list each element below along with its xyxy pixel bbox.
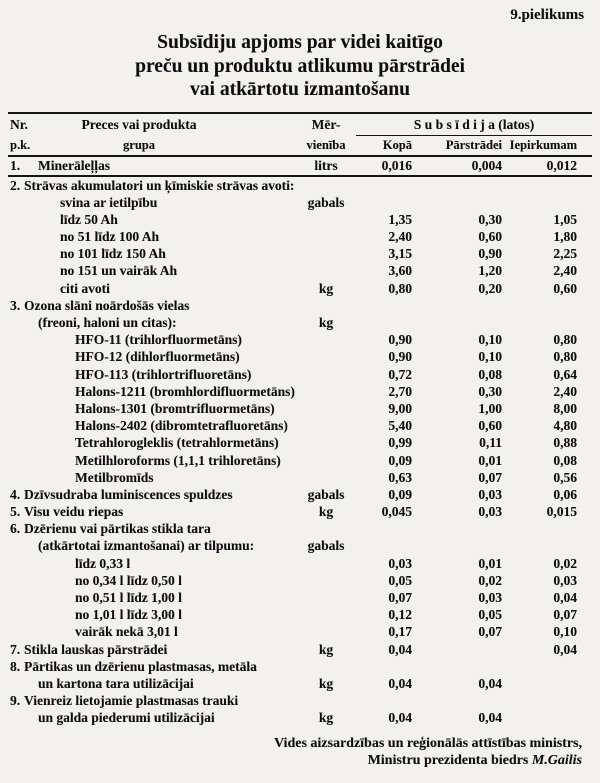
value-kopa: 0,63 xyxy=(388,469,412,485)
value-kopa: 0,04 xyxy=(388,641,412,657)
unit xyxy=(296,606,356,623)
value-kopa: 3,60 xyxy=(388,263,412,279)
unit xyxy=(296,245,356,262)
product-name: Dzīvsudraba luminiscences spuldzes xyxy=(24,486,233,502)
row-number xyxy=(8,400,24,417)
value-parstradei: 0,60 xyxy=(478,418,502,434)
unit xyxy=(296,228,356,245)
footer-line-1: Vides aizsardzības un reģionālās attīstības ministrs, xyxy=(273,735,582,751)
unit xyxy=(296,297,356,314)
value-parstradei: 0,04 xyxy=(478,675,502,691)
product-name: HFO-113 (trihlortrifluoretāns) xyxy=(75,366,252,382)
value-kopa: 2,40 xyxy=(388,229,412,245)
product-name: (atkārtotai izmantošanai) ar tilpumu: xyxy=(38,538,255,554)
value-kopa xyxy=(356,194,412,211)
product-name: Vienreiz lietojamie plastmasas trauki xyxy=(24,693,239,709)
value-iepirkumam xyxy=(502,692,592,709)
product-name: Metilhloroforms (1,1,1 trihloretāns) xyxy=(75,452,281,468)
value-parstradei: 0,03 xyxy=(478,486,502,502)
value-kopa xyxy=(356,692,412,709)
value-parstradei: 0,10 xyxy=(478,332,502,348)
value-iepirkumam: 0,02 xyxy=(553,555,577,571)
value-kopa: 0,07 xyxy=(388,590,412,605)
value-iepirkumam xyxy=(502,297,592,314)
value-kopa: 0,90 xyxy=(388,332,412,348)
value-parstradei: 1,00 xyxy=(478,400,502,416)
product-name: no 0,34 l līdz 0,50 l xyxy=(75,572,182,588)
product-name: un kartona tara utilizācijai xyxy=(38,675,194,691)
value-kopa: 0,03 xyxy=(388,555,412,571)
table-header-row-1 xyxy=(8,114,592,136)
row-number: 7. xyxy=(10,641,21,657)
table-row xyxy=(8,194,592,211)
unit: kg xyxy=(318,315,334,330)
value-parstradei: 0,20 xyxy=(478,280,502,296)
product-name: no 51 līdz 100 Ah xyxy=(60,229,160,245)
value-parstradei: 0,004 xyxy=(471,157,502,173)
row-number xyxy=(8,211,24,228)
product-name: no 151 un vairāk Ah xyxy=(60,263,178,279)
table-row xyxy=(8,520,592,537)
value-iepirkumam xyxy=(502,520,592,537)
value-kopa xyxy=(356,537,412,554)
table-row xyxy=(8,486,592,503)
value-iepirkumam xyxy=(502,537,592,554)
product-name: no 101 līdz 150 Ah xyxy=(60,246,166,262)
value-kopa xyxy=(356,314,412,331)
product-name: Pārtikas un dzērienu plastmasas, metāla xyxy=(24,658,257,674)
value-iepirkumam: 0,06 xyxy=(553,486,577,502)
row-number: 5. xyxy=(10,504,21,520)
table-row xyxy=(8,434,592,451)
unit xyxy=(296,555,356,572)
product-name: Halons-1211 (bromhlordifluormetāns) xyxy=(75,383,295,399)
value-parstradei xyxy=(412,537,502,554)
value-kopa xyxy=(356,297,412,314)
product-name: un galda piederumi utilizācijai xyxy=(38,710,215,726)
unit: gabals xyxy=(307,538,345,554)
product-name: līdz 0,33 l xyxy=(75,555,131,571)
row-number xyxy=(8,262,24,279)
unit xyxy=(296,623,356,640)
unit xyxy=(296,452,356,469)
table-row xyxy=(8,297,592,314)
value-parstradei xyxy=(412,520,502,537)
product-name: Metilbromīds xyxy=(75,469,154,485)
value-kopa: 0,04 xyxy=(388,710,412,726)
table-row xyxy=(8,314,592,331)
value-kopa xyxy=(356,520,412,537)
row-number: 1. xyxy=(10,157,21,173)
table-row xyxy=(8,469,592,486)
value-iepirkumam: 1,05 xyxy=(553,211,577,227)
table-row xyxy=(8,623,592,640)
table-row xyxy=(8,537,592,554)
document-title xyxy=(8,31,592,102)
unit: gabals xyxy=(307,194,345,210)
value-iepirkumam xyxy=(502,675,592,692)
value-parstradei: 0,90 xyxy=(478,246,502,262)
product-name: Halons-2402 (dibromtetrafluoretāns) xyxy=(75,418,288,434)
table-row xyxy=(8,709,592,726)
row-number: 2. xyxy=(10,177,21,193)
value-parstradei: 1,20 xyxy=(478,263,502,279)
unit: kg xyxy=(318,710,334,726)
value-iepirkumam: 2,25 xyxy=(553,246,577,262)
value-kopa: 3,15 xyxy=(388,246,412,262)
header-product-group: Preces vai produkta xyxy=(81,116,197,132)
unit xyxy=(296,400,356,417)
product-name: Tetrahlorogleklis (tetrahlormetāns) xyxy=(75,435,279,451)
product-name: no 0,51 l līdz 1,00 l xyxy=(75,590,182,605)
signature-block xyxy=(8,735,592,770)
product-name: citi avoti xyxy=(60,280,110,296)
value-parstradei: 0,60 xyxy=(478,229,502,245)
product-name: Stikla lauskas pārstrādei xyxy=(24,641,168,657)
row-number xyxy=(8,555,24,572)
value-iepirkumam: 0,07 xyxy=(553,607,577,623)
value-kopa: 0,04 xyxy=(388,675,412,691)
value-iepirkumam: 0,015 xyxy=(546,504,577,520)
annex-label: 9.pielikums xyxy=(510,7,584,23)
value-iepirkumam: 0,88 xyxy=(553,435,577,451)
table-row xyxy=(8,417,592,434)
product-name: Ozona slāni noārdošās vielas xyxy=(24,297,190,313)
row-number xyxy=(8,623,24,640)
value-iepirkumam xyxy=(502,177,592,194)
table-row xyxy=(8,211,592,228)
row-number xyxy=(8,228,24,245)
value-iepirkumam: 4,80 xyxy=(553,418,577,434)
header-col-parstradei: Pārstrādei xyxy=(445,137,502,152)
table-row xyxy=(8,245,592,262)
table-row xyxy=(8,177,592,194)
value-iepirkumam: 0,80 xyxy=(553,349,577,365)
product-name: svina ar ietilpību xyxy=(60,194,158,210)
unit xyxy=(296,434,356,451)
row-number: 3. xyxy=(10,297,21,313)
value-kopa: 0,99 xyxy=(388,435,412,451)
product-name: Dzērienu vai pārtikas stikla tara xyxy=(24,521,211,537)
product-name: HFO-11 (trihlorfluormetāns) xyxy=(75,332,242,348)
unit xyxy=(296,469,356,486)
value-iepirkumam: 0,56 xyxy=(553,469,577,485)
value-iepirkumam: 0,10 xyxy=(553,624,577,640)
value-iepirkumam xyxy=(502,709,592,726)
value-kopa: 0,09 xyxy=(388,452,412,468)
row-number xyxy=(8,280,24,297)
value-kopa: 5,40 xyxy=(388,418,412,434)
table-body xyxy=(8,157,592,727)
header-pk: p.k. xyxy=(10,137,31,152)
value-iepirkumam xyxy=(502,194,592,211)
row-number: 9. xyxy=(10,693,21,709)
table-row xyxy=(8,641,592,658)
row-number xyxy=(8,675,24,692)
value-parstradei: 0,30 xyxy=(478,211,502,227)
value-iepirkumam: 0,04 xyxy=(553,590,577,605)
row-number xyxy=(8,434,24,451)
footer-line-2-text: Ministru prezidenta biedrs xyxy=(367,753,532,768)
unit xyxy=(296,572,356,589)
value-parstradei: 0,04 xyxy=(478,710,502,726)
row-number xyxy=(8,452,24,469)
row-number xyxy=(8,194,24,211)
table-header-row-2 xyxy=(8,136,592,155)
table-row xyxy=(8,572,592,589)
unit xyxy=(296,262,356,279)
value-parstradei: 0,08 xyxy=(478,366,502,382)
unit xyxy=(296,348,356,365)
value-kopa xyxy=(356,177,412,194)
row-number xyxy=(8,383,24,400)
value-parstradei: 0,07 xyxy=(478,469,502,485)
value-iepirkumam: 0,80 xyxy=(553,332,577,348)
table-row xyxy=(8,383,592,400)
row-number: 8. xyxy=(10,658,21,674)
value-iepirkumam: 2,40 xyxy=(553,383,577,399)
value-kopa: 9,00 xyxy=(388,400,412,416)
value-kopa: 0,016 xyxy=(381,157,412,173)
table-row xyxy=(8,675,592,692)
value-kopa: 0,90 xyxy=(388,349,412,365)
value-kopa: 1,35 xyxy=(388,211,412,227)
value-iepirkumam xyxy=(502,658,592,675)
product-name: Strāvas akumulatori un ķīmiskie strāvas avoti: xyxy=(24,177,295,193)
row-number xyxy=(8,589,24,606)
unit xyxy=(296,211,356,228)
row-number xyxy=(8,314,24,331)
signer-name: M.Gailis xyxy=(531,753,582,768)
title-line-2: preču un produktu atlikumu pārstrādei xyxy=(135,55,465,77)
row-number xyxy=(8,709,24,726)
value-iepirkumam: 0,64 xyxy=(553,366,577,382)
row-number xyxy=(8,606,24,623)
value-iepirkumam: 0,04 xyxy=(553,641,577,657)
value-parstradei: 0,11 xyxy=(479,435,502,451)
value-kopa: 0,12 xyxy=(388,607,412,623)
unit: gabals xyxy=(307,486,345,502)
value-parstradei: 0,10 xyxy=(478,349,502,365)
value-iepirkumam: 1,80 xyxy=(553,229,577,245)
header-unit: Mēr- xyxy=(311,116,341,132)
value-parstradei xyxy=(412,194,502,211)
unit: kg xyxy=(318,280,334,296)
table-row xyxy=(8,658,592,675)
row-number: 4. xyxy=(10,486,21,502)
value-iepirkumam: 2,40 xyxy=(553,263,577,279)
value-iepirkumam: 0,012 xyxy=(546,157,577,173)
value-parstradei: 0,02 xyxy=(478,572,502,588)
value-parstradei xyxy=(412,177,502,194)
value-parstradei: 0,07 xyxy=(478,624,502,640)
product-name: Halons-1301 (bromtrifluormetāns) xyxy=(75,400,275,416)
value-parstradei xyxy=(412,641,502,658)
value-parstradei xyxy=(412,297,502,314)
row-number xyxy=(8,417,24,434)
unit xyxy=(296,589,356,606)
table-row xyxy=(8,555,592,572)
unit xyxy=(296,177,356,194)
header-col-kopa: Kopā xyxy=(382,137,412,152)
table-row xyxy=(8,348,592,365)
value-parstradei: 0,30 xyxy=(478,383,502,399)
value-kopa xyxy=(356,658,412,675)
product-name: līdz 50 Ah xyxy=(60,211,118,227)
unit: kg xyxy=(318,641,334,657)
unit: kg xyxy=(318,675,334,691)
product-name: Visu veidu riepas xyxy=(24,504,124,520)
table-row xyxy=(8,692,592,709)
value-iepirkumam xyxy=(502,314,592,331)
value-parstradei: 0,03 xyxy=(478,590,502,605)
row-number xyxy=(8,366,24,383)
table-row xyxy=(8,228,592,245)
product-name: no 1,01 l līdz 3,00 l xyxy=(75,607,182,623)
value-parstradei: 0,01 xyxy=(478,452,502,468)
table-row xyxy=(8,606,592,623)
value-parstradei xyxy=(412,692,502,709)
unit: kg xyxy=(318,504,334,520)
table-row xyxy=(8,262,592,279)
value-parstradei xyxy=(412,314,502,331)
header-nr: Nr. xyxy=(10,116,28,132)
header-subsidy-group: S u b s ī d i j a (latos) xyxy=(356,115,592,136)
unit xyxy=(296,331,356,348)
value-kopa: 0,045 xyxy=(381,504,412,520)
unit xyxy=(296,520,356,537)
value-kopa: 0,09 xyxy=(388,486,412,502)
table-row xyxy=(8,589,592,606)
value-kopa: 2,70 xyxy=(388,383,412,399)
row-number xyxy=(8,469,24,486)
table-row xyxy=(8,400,592,417)
table-row xyxy=(8,331,592,348)
value-iepirkumam: 8,00 xyxy=(553,400,577,416)
table-header xyxy=(8,114,592,157)
unit: litrs xyxy=(314,157,338,173)
value-iepirkumam: 0,60 xyxy=(553,280,577,296)
header-vieniba: vienība xyxy=(306,137,346,152)
value-parstradei: 0,05 xyxy=(478,607,502,623)
unit xyxy=(296,658,356,675)
table-row xyxy=(8,157,592,177)
table-row xyxy=(8,366,592,383)
product-name: Minerāleļļas xyxy=(38,157,110,173)
table-row xyxy=(8,452,592,469)
table-row xyxy=(8,280,592,297)
value-parstradei xyxy=(412,658,502,675)
row-number xyxy=(8,348,24,365)
footer-line-2 xyxy=(8,752,582,770)
product-name: vairāk nekā 3,01 l xyxy=(75,624,178,640)
value-iepirkumam: 0,03 xyxy=(553,572,577,588)
unit xyxy=(296,692,356,709)
row-number xyxy=(8,537,24,554)
row-number xyxy=(8,572,24,589)
value-kopa: 0,17 xyxy=(388,624,412,640)
title-line-3: vai atkārtotu izmantošanu xyxy=(190,79,410,100)
product-name: (freoni, haloni un citas): xyxy=(38,315,177,330)
unit xyxy=(296,417,356,434)
header-grupa: grupa xyxy=(123,137,155,152)
row-number: 6. xyxy=(10,521,21,537)
value-kopa: 0,72 xyxy=(388,366,412,382)
value-kopa: 0,80 xyxy=(388,280,412,296)
unit xyxy=(296,366,356,383)
value-parstradei: 0,01 xyxy=(478,555,502,571)
product-name: HFO-12 (dihlorfluormetāns) xyxy=(75,349,240,365)
value-parstradei: 0,03 xyxy=(478,504,502,520)
title-line-1: Subsīdiju apjoms par videi kaitīgo xyxy=(157,32,443,53)
unit xyxy=(296,383,356,400)
header-col-iepirkumam: Iepirkumam xyxy=(509,137,577,152)
row-number xyxy=(8,245,24,262)
subsidy-table xyxy=(8,112,592,727)
table-row xyxy=(8,503,592,520)
value-kopa: 0,05 xyxy=(388,572,412,588)
value-iepirkumam: 0,08 xyxy=(553,452,577,468)
row-number xyxy=(8,331,24,348)
